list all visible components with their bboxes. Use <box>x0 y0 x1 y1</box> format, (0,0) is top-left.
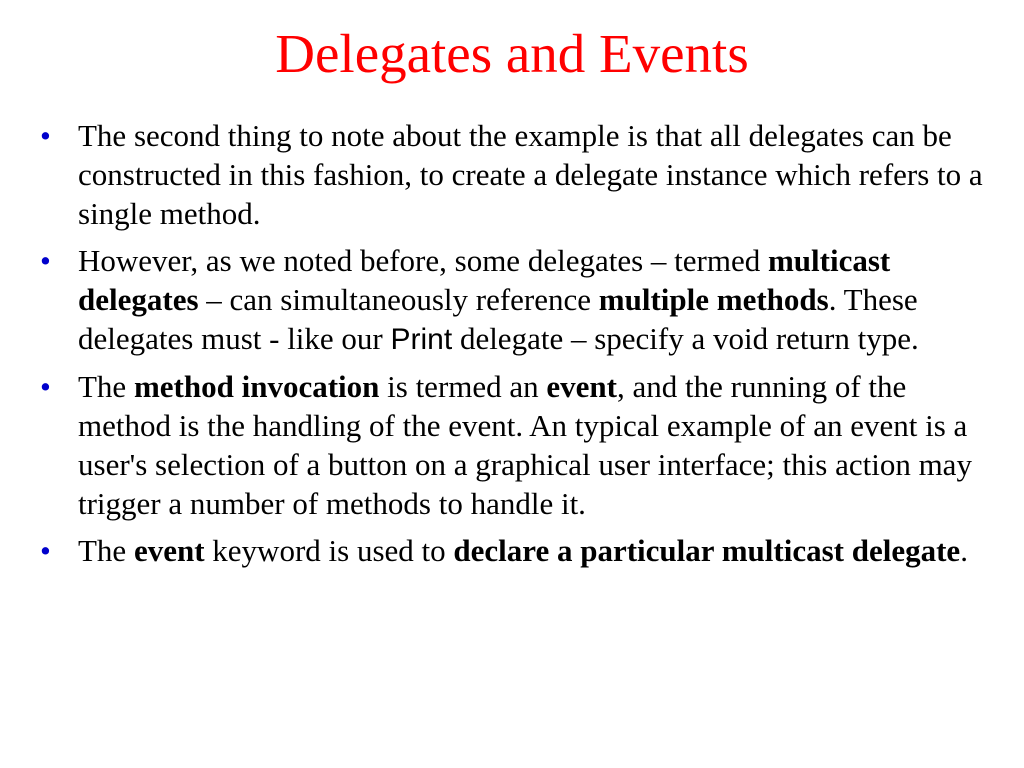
text-run: keyword is used to <box>204 533 454 568</box>
bullet-text <box>78 118 983 231</box>
text-run: However, as we noted before, some delegates – termed <box>78 243 768 278</box>
bold-term: multiple methods <box>598 282 829 317</box>
slide-title: Delegates and Events <box>275 23 749 84</box>
bullet-item <box>40 367 1000 523</box>
bold-term: multicast delegates <box>78 243 891 317</box>
bullet-icon: • <box>40 369 51 404</box>
text-run: . These delegates must - like our <box>78 282 918 356</box>
bullet-text <box>78 533 968 568</box>
text-run: delegate – specify a void return type. <box>452 321 919 356</box>
bullet-item <box>40 531 1000 570</box>
code-term: Print <box>390 323 453 356</box>
bullet-icon: • <box>40 243 51 278</box>
bullet-text <box>78 369 972 521</box>
bullet-item <box>40 116 1000 233</box>
bold-term: event <box>546 369 617 404</box>
text-run: . <box>960 533 968 568</box>
bold-term: event <box>133 533 205 568</box>
text-run: The <box>78 533 134 568</box>
text-run: , and the running of the method is the handling of the event. An typical example of an event is a user's selection of a button on a graphical user interface; this action may trigger a number of methods to handle it. <box>78 369 972 521</box>
bold-term: declare a particular multicast delegate <box>453 533 961 568</box>
bullet-icon: • <box>40 118 51 153</box>
bullet-item <box>40 241 1000 359</box>
bullet-icon: • <box>40 533 51 568</box>
text-run: is termed an <box>379 369 547 404</box>
text-run: The second thing to note about the example is that all delegates can be constructed in this fashion, to create a delegate instance which refers to a single method. <box>78 118 983 231</box>
text-run: – can simultaneously reference <box>198 282 599 317</box>
text-run: The <box>78 369 134 404</box>
bold-term: method invocation <box>133 369 380 404</box>
bullet-text <box>78 243 919 356</box>
bullet-list <box>40 116 1000 578</box>
